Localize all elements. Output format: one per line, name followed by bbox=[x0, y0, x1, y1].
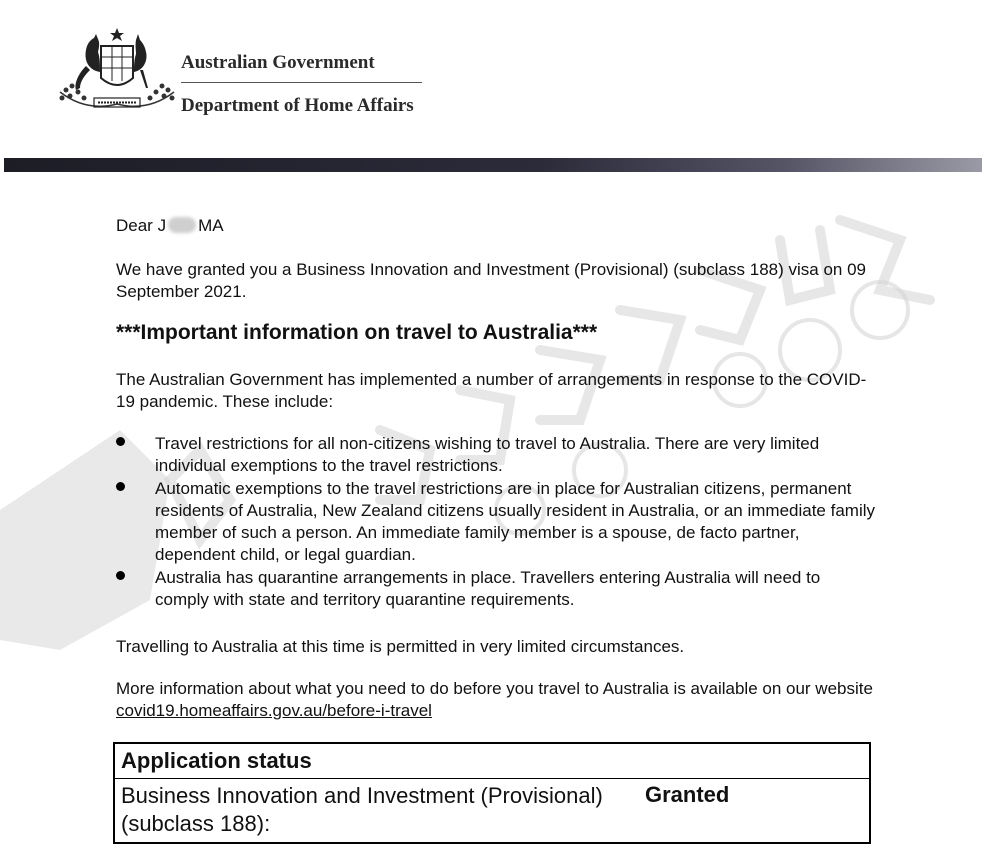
restrictions-list bbox=[116, 433, 876, 612]
department-name: Department of Home Affairs bbox=[181, 95, 414, 116]
more-info-paragraph bbox=[116, 678, 876, 722]
travel-heading: ***Important information on travel to Australia*** bbox=[116, 321, 598, 344]
more-info-text: More information about what you need to do before you travel to Australia is available on our website bbox=[116, 679, 873, 698]
salutation-start: Dear J bbox=[116, 216, 167, 235]
travel-info-link[interactable]: covid19.homeaffairs.gov.au/before-i-travel bbox=[116, 701, 432, 720]
status-value: Granted bbox=[645, 782, 730, 807]
status-divider bbox=[115, 778, 869, 779]
grant-paragraph: We have granted you a Business Innovation and Investment (Provisional) (subclass 188) visa on 09 September 2021. bbox=[116, 260, 866, 301]
letterhead bbox=[0, 0, 986, 160]
bullet-icon bbox=[116, 437, 125, 446]
bullet-icon bbox=[116, 571, 125, 580]
organisation-name: Australian Government bbox=[181, 52, 422, 83]
header-band bbox=[4, 158, 982, 172]
status-visa-label: Business Innovation and Investment (Provisional) (subclass 188): bbox=[121, 783, 603, 836]
redacted-name bbox=[168, 217, 196, 233]
list-item: Travel restrictions for all non-citizens wishing to travel to Australia. There are very limited individual exemptions to the travel restrictions. bbox=[116, 433, 876, 477]
bullet-icon bbox=[116, 482, 125, 491]
coat-of-arms-icon bbox=[56, 26, 178, 118]
status-heading: Application status bbox=[121, 748, 312, 773]
limited-paragraph: Travelling to Australia at this time is permitted in very limited circumstances. bbox=[116, 637, 685, 656]
application-status-table bbox=[113, 742, 871, 844]
intro-paragraph: The Australian Government has implemented a number of arrangements in response to the COVID-19 pandemic. These include: bbox=[116, 370, 867, 411]
salutation bbox=[116, 215, 876, 237]
list-item: Australia has quarantine arrangements in place. Travellers entering Australia will need to comply with state and territory quarantine requirements. bbox=[116, 567, 876, 611]
salutation-end: MA bbox=[198, 216, 224, 235]
list-item: Automatic exemptions to the travel restrictions are in place for Australian citizens, permanent residents of Australia, New Zealand citizens usually resident in Australia, or an immediate family member of such a person. An immediate family member is a spouse, de facto partner, dependent child, or legal guardian. bbox=[116, 478, 876, 566]
